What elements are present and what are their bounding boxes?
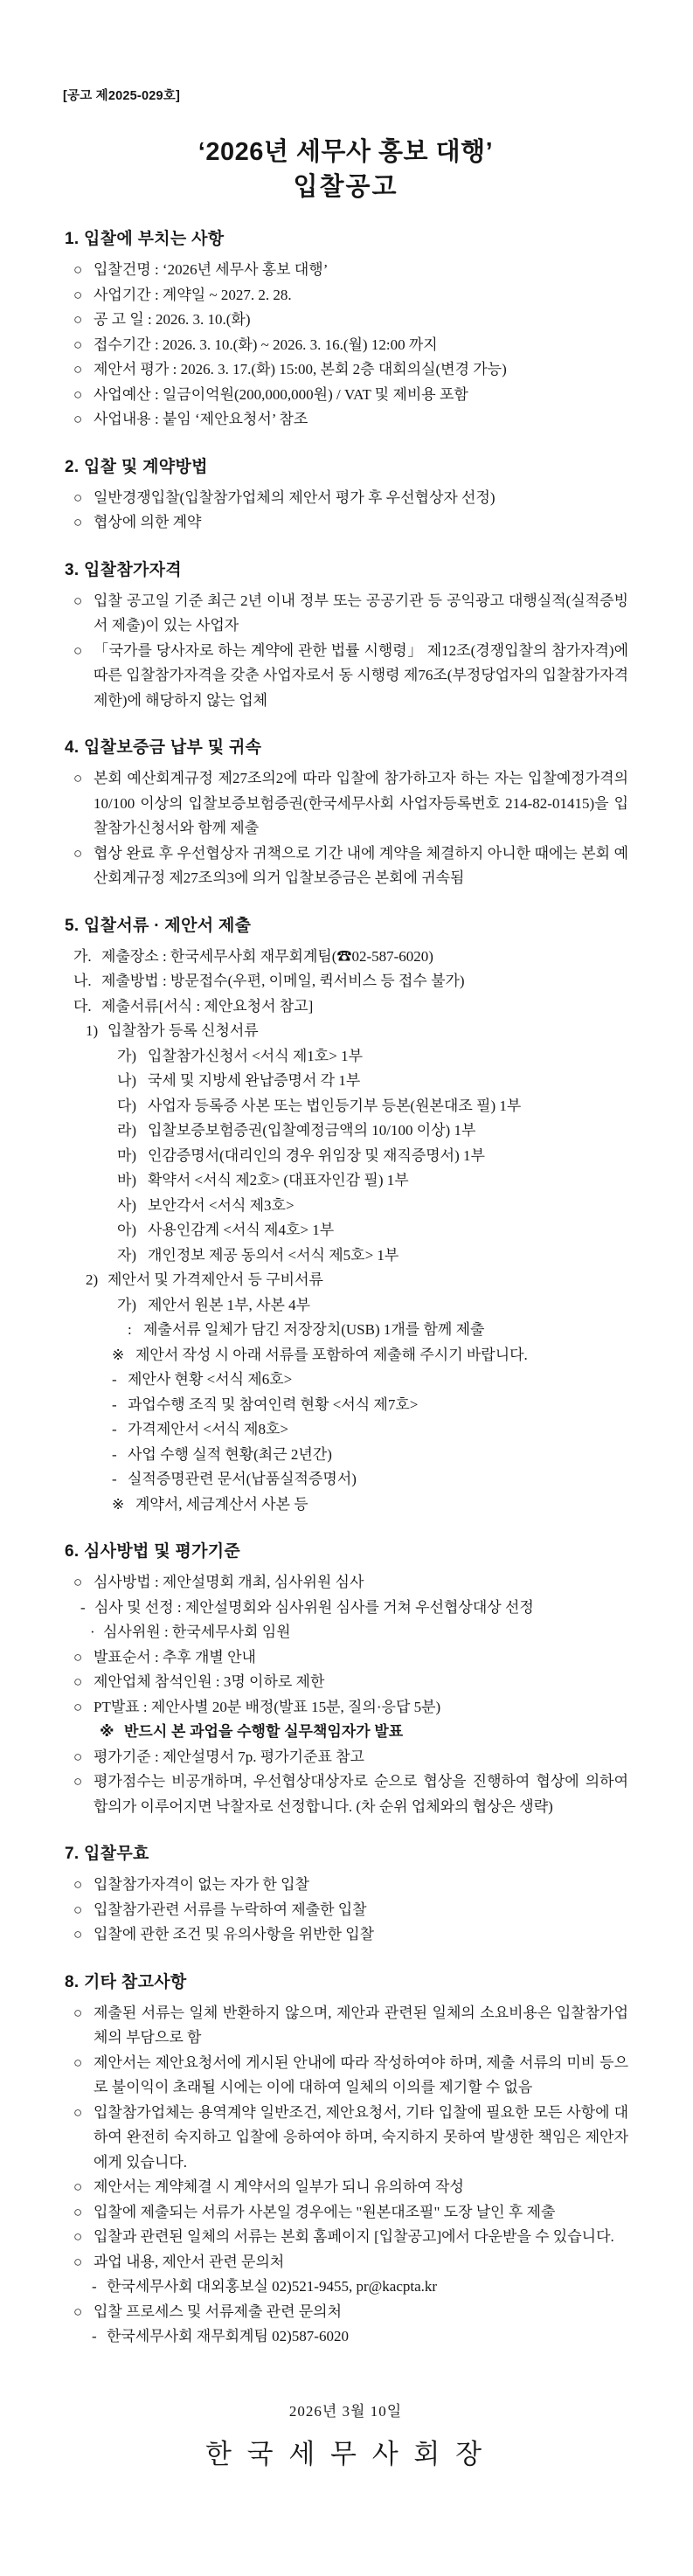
item-marker: ○ [73,2103,83,2121]
item-text: 심사 및 선정 : 제안설명회와 심사위원 심사를 거쳐 우선협상대상 선정 [94,1598,534,1616]
list-item [63,486,628,511]
list-item [63,766,628,841]
item-marker: ○ [73,1748,83,1765]
item-marker: - [112,1395,117,1413]
list-item [63,1922,628,1948]
list-item [63,1898,628,1923]
list-item [63,1144,628,1169]
section [63,1842,628,1948]
item-marker: - [112,1445,117,1463]
item-text: 공 고 일 : 2026. 3. 10.(화) [94,311,251,328]
item-marker: - [80,1598,86,1616]
item-marker: 1) [86,1022,99,1039]
list-item [63,283,628,308]
list-item [63,1570,628,1596]
item-marker: 가. [73,947,92,965]
item-marker: - [92,2328,97,2344]
item-text: 한국세무사회 대외홍보실 02)521-9455, pr@kacpta.kr [107,2278,438,2295]
section [63,1540,628,1819]
list-item [63,1293,628,1319]
item-marker: ○ [73,1698,83,1715]
list-item [63,1118,628,1144]
item-text: 평가점수는 비공개하며, 우선협상대상자로 순으로 협상을 진행하여 협상에 의하여 합의가 이루어지면 낙찰자로 선정합니다. (차 순위 업체와의 협상은 생략) [94,1773,628,1815]
list-item [63,1492,628,1518]
item-marker: ○ [73,1773,83,1790]
item-marker: : [128,1321,132,1338]
item-text: 입찰에 관한 조건 및 유의사항을 위반한 입찰 [94,1926,375,1942]
doc-number: [공고 제2025-029호] [63,89,180,103]
item-text: 제안업체 참석인원 : 3명 이하로 제한 [94,1673,325,1690]
item-marker: 나) [117,1072,137,1089]
list-item [63,1393,628,1418]
list-item [63,357,628,383]
list-item [63,2250,628,2275]
item-text: 보안각서 <서식 제3호> [148,1196,295,1214]
item-marker: ○ [73,1901,83,1918]
list-item [63,2051,628,2101]
list-item [63,1069,628,1094]
item-text: 협상 완료 후 우선협상자 귀책으로 기간 내에 계약을 체결하지 아니한 때에는 본회 예산회계규정 제27조의3에 의거 입찰보증금은 본회에 귀속됨 [94,844,628,886]
item-text: 제안서는 제안요청서에 게시된 안내에 따라 작성하여야 하며, 제출 서류의 미비 등으로 불이익이 초래될 시에는 이에 대하여 일체의 이의를 제기할 수 없음 [94,2053,628,2095]
item-marker: ○ [73,592,83,609]
list-item [63,1769,628,1819]
list-item [63,1218,628,1243]
item-text: 심사위원 : 한국세무사회 임원 [103,1624,291,1640]
item-text: 실적증명관련 문서(납품실적증명서) [128,1471,357,1487]
page-title [63,135,628,204]
item-text: 가격제안서 <서식 제8호> [128,1421,288,1437]
item-text: 심사방법 : 제안설명회 개최, 심사위원 심사 [94,1574,364,1590]
list-item [63,1318,628,1343]
issue-date: 2026년 3월 10일 [288,2402,403,2420]
item-text: 입찰참가업체는 용역계약 일반조건, 제안요청서, 기타 입찰에 필요한 모든 사항에 대하여 완전히 숙지하고 입찰에 응하여야 하며, 숙지하지 못하여 발생한 책임은 제안자에게 있습니다. [94,2103,628,2171]
list-item [63,308,628,333]
list-item [63,1873,628,1898]
list-item [63,945,628,970]
item-marker: 사) [117,1196,137,1214]
item-marker: 2) [86,1271,99,1288]
item-marker: - [112,1421,117,1437]
item-text: 사업예산 : 일금이억원(200,000,000원) / VAT 및 제비용 포함 [94,385,468,403]
item-text: 제출서류 일체가 담긴 저장장치(USB) 1개를 함께 제출 [143,1321,485,1338]
list-item [63,994,628,1020]
item-marker: ○ [73,261,83,278]
item-marker: ○ [73,1648,83,1665]
list-item [63,2275,628,2300]
item-text: 제출된 서류는 일체 반환하지 않으며, 제안과 관련된 일체의 소요비용은 입찰참가업체의 부담으로 함 [94,2004,628,2046]
list-item [63,639,628,714]
page-title-line2: 입찰공고 [293,173,398,201]
section-title: 3. 입찰참가자격 [65,560,182,579]
item-text: 과업수행 조직 및 참여인력 현황 <서식 제7호> [128,1395,419,1413]
item-marker: 나. [73,973,92,989]
item-marker: ※ [112,1346,125,1363]
item-marker: ○ [73,2053,83,2071]
list-item [63,383,628,408]
item-marker: 가) [117,1296,137,1313]
item-text: 제출서류[서식 : 제안요청서 참고] [101,997,314,1014]
item-text: PT발표 : 제안사별 20분 배정(발표 15분, 질의·응답 5분) [94,1698,441,1715]
item-marker: - [112,1471,117,1487]
item-marker: - [92,2278,97,2295]
item-marker: ○ [73,2253,83,2270]
item-text: 발표순서 : 추후 개별 안내 [94,1648,256,1665]
item-marker: ○ [73,1673,83,1690]
list-item [63,2101,628,2176]
item-text: 제안서는 계약체결 시 계약서의 일부가 되니 유의하여 작성 [94,2178,464,2195]
item-marker: 라) [117,1122,137,1139]
item-text: 입찰참가자격이 없는 자가 한 입찰 [94,1876,309,1893]
item-text: 확약서 <서식 제2호> (대표자인감 필) 1부 [148,1172,409,1188]
item-marker: ○ [73,1574,83,1590]
item-marker: ○ [73,286,83,303]
section [63,558,628,714]
item-marker: 마) [117,1146,137,1164]
item-marker: ○ [73,1876,83,1893]
list-item [63,969,628,994]
item-marker: ○ [73,488,83,506]
item-marker: ○ [73,311,83,328]
item-text: 일반경쟁입찰(입찰참가업체의 제안서 평가 후 우선협상자 선정) [94,488,495,506]
item-marker: ○ [73,2302,83,2320]
list-item [63,2175,628,2200]
list-item [63,1194,628,1219]
item-marker: ○ [73,1926,83,1942]
item-marker: ○ [73,336,83,353]
item-marker: 아) [117,1222,137,1238]
item-text: 입찰 프로세스 및 서류제출 관련 문의처 [94,2302,343,2320]
list-item [63,589,628,639]
section-title: 2. 입찰 및 계약방법 [65,457,208,476]
item-text: 사용인감계 <서식 제4호> 1부 [148,1222,335,1238]
item-text: 입찰과 관련된 일체의 서류는 본회 홈페이지 [입찰공고]에서 다운받을 수 있습니다. [94,2228,614,2245]
signature: 한 국 세 무 사 회 장 [204,2438,487,2469]
list-item [63,1745,628,1770]
list-item [63,2300,628,2325]
item-text: 한국세무사회 재무회계팀 02)587-6020 [107,2328,349,2344]
item-marker: ※ [100,1723,114,1740]
item-marker: ○ [73,2203,83,2220]
item-text: 반드시 본 과업을 수행할 실무책임자가 발표 [124,1723,404,1740]
section [63,736,628,891]
section-title: 1. 입찰에 부치는 사항 [65,230,225,248]
list-item [63,1243,628,1269]
document-footer [63,2400,628,2474]
item-marker: ○ [73,2228,83,2245]
item-text: 제안서 평가 : 2026. 3. 17.(화) 15:00, 본회 2층 대회의실(변경 가능) [94,361,507,377]
list-item [63,258,628,283]
sections [63,227,628,2350]
list-item [63,1268,628,1293]
item-marker: 다. [73,997,92,1014]
list-item [63,510,628,536]
list-item [63,1467,628,1492]
item-text: 「국가를 당사자로 하는 계약에 관한 법률 시행령」 제12조(경쟁입찰의 참가자격)에 따른 입찰참가자격을 갖춘 사업자로서 동 시행령 제76조(부정당업자의 입찰참가자격 제한)에 해당하지 않는 업체 [94,641,628,709]
section [63,227,628,433]
list-item [63,333,628,358]
section-title: 8. 기타 참고사항 [65,1972,187,1991]
list-item [63,2324,628,2350]
list-item [63,2001,628,2051]
list-item [63,1695,628,1721]
item-text: 제안서 원본 1부, 사본 4부 [148,1296,311,1313]
section [63,455,628,536]
list-item [63,1417,628,1443]
item-text: 개인정보 제공 동의서 <서식 제5호> 1부 [148,1246,399,1264]
item-marker: ○ [73,2178,83,2195]
list-item [63,1019,628,1044]
item-text: 입찰보증보험증권(입찰예정금액의 10/100 이상) 1부 [148,1122,476,1139]
item-text: 제출장소 : 한국세무사회 재무회계팀(☎02-587-6020) [101,947,433,965]
list-item [63,841,628,891]
item-marker: ○ [73,770,83,786]
list-item [63,2225,628,2250]
section [63,914,628,1518]
item-text: 본회 예산회계규정 제27조의2에 따라 입찰에 참가하고자 하는 자는 입찰예정가격의 10/100 이상의 입찰보증보험증권(한국세무사회 사업자등록번호 214-82-01415)을 입찰참가신청서와 함께 제출 [94,770,628,836]
list-item [63,1094,628,1119]
item-text: 입찰에 제출되는 서류가 사본일 경우에는 "원본대조필" 도장 날인 후 제출 [94,2203,556,2220]
item-text: 계약서, 세금계산서 사본 등 [135,1495,308,1513]
list-item [63,1343,628,1368]
list-item [63,407,628,433]
item-text: 제안서 및 가격제안서 등 구비서류 [107,1271,323,1288]
item-marker: · [90,1624,95,1640]
item-marker: ○ [73,361,83,377]
section [63,1970,628,2350]
item-text: 제출방법 : 방문접수(우편, 이메일, 퀵서비스 등 접수 불가) [101,973,465,989]
item-marker: 자) [117,1246,137,1264]
item-text: 입찰참가관련 서류를 누락하여 제출한 입찰 [94,1901,367,1918]
list-item [63,1596,628,1621]
item-text: 입찰참가 등록 신청서류 [107,1022,259,1039]
page-title-line1: ‘2026년 세무사 홍보 대행’ [198,138,494,166]
item-marker: ○ [73,385,83,403]
section-title: 7. 입찰무효 [65,1845,149,1863]
item-marker: ※ [112,1495,125,1513]
item-text: 사업자 등록증 사본 또는 법인등기부 등본(원본대조 필) 1부 [148,1097,522,1114]
item-text: 입찰참가신청서 <서식 제1호> 1부 [148,1047,363,1064]
item-text: 평가기준 : 제안설명서 7p. 평가기준표 참고 [94,1748,364,1765]
section-title: 5. 입찰서류 · 제안서 제출 [65,916,252,935]
item-marker: - [112,1371,117,1388]
item-text: 사업 수행 실적 현황(최근 2년간) [128,1445,332,1463]
section-title: 6. 심사방법 및 평가기준 [65,1542,241,1561]
item-text: 사업기간 : 계약일 ~ 2027. 2. 28. [94,286,292,303]
item-text: 인감증명서(대리인의 경우 위임장 및 재직증명서) 1부 [148,1146,485,1164]
item-text: 국세 및 지방세 완납증명서 각 1부 [148,1072,361,1089]
list-item [63,1443,628,1468]
item-text: 제안서 작성 시 아래 서류를 포함하여 제출해 주시기 바랍니다. [135,1346,528,1363]
list-item [63,1168,628,1194]
item-text: 사업내용 : 붙임 ‘제안요청서’ 참조 [94,411,308,427]
item-marker: ○ [73,411,83,427]
list-item [63,1044,628,1070]
item-marker: 다) [117,1097,137,1114]
list-item [63,1368,628,1393]
list-item [63,1620,628,1645]
section-title: 4. 입찰보증금 납부 및 귀속 [65,738,262,757]
item-marker: 바) [117,1172,137,1188]
item-marker: 가) [117,1047,137,1064]
item-text: 과업 내용, 제안서 관련 문의처 [94,2253,285,2270]
item-text: 입찰 공고일 기준 최근 2년 이내 정부 또는 공공기관 등 공익광고 대행실적(실적증빙서 제출)이 있는 사업자 [94,592,628,634]
item-marker: ○ [73,844,83,862]
item-text: 입찰건명 : ‘2026년 세무사 홍보 대행’ [94,261,329,278]
item-text: 접수기간 : 2026. 3. 10.(화) ~ 2026. 3. 16.(월) 12:00 까지 [94,336,438,353]
list-item [63,1720,628,1745]
list-item [63,1670,628,1695]
item-text: 협상에 의한 계약 [94,514,202,530]
item-text: 제안사 현황 <서식 제6호> [128,1371,293,1388]
item-marker: ○ [73,641,83,659]
list-item [63,2200,628,2226]
item-marker: ○ [73,514,83,530]
item-marker: ○ [73,2004,83,2021]
list-item [63,1645,628,1671]
